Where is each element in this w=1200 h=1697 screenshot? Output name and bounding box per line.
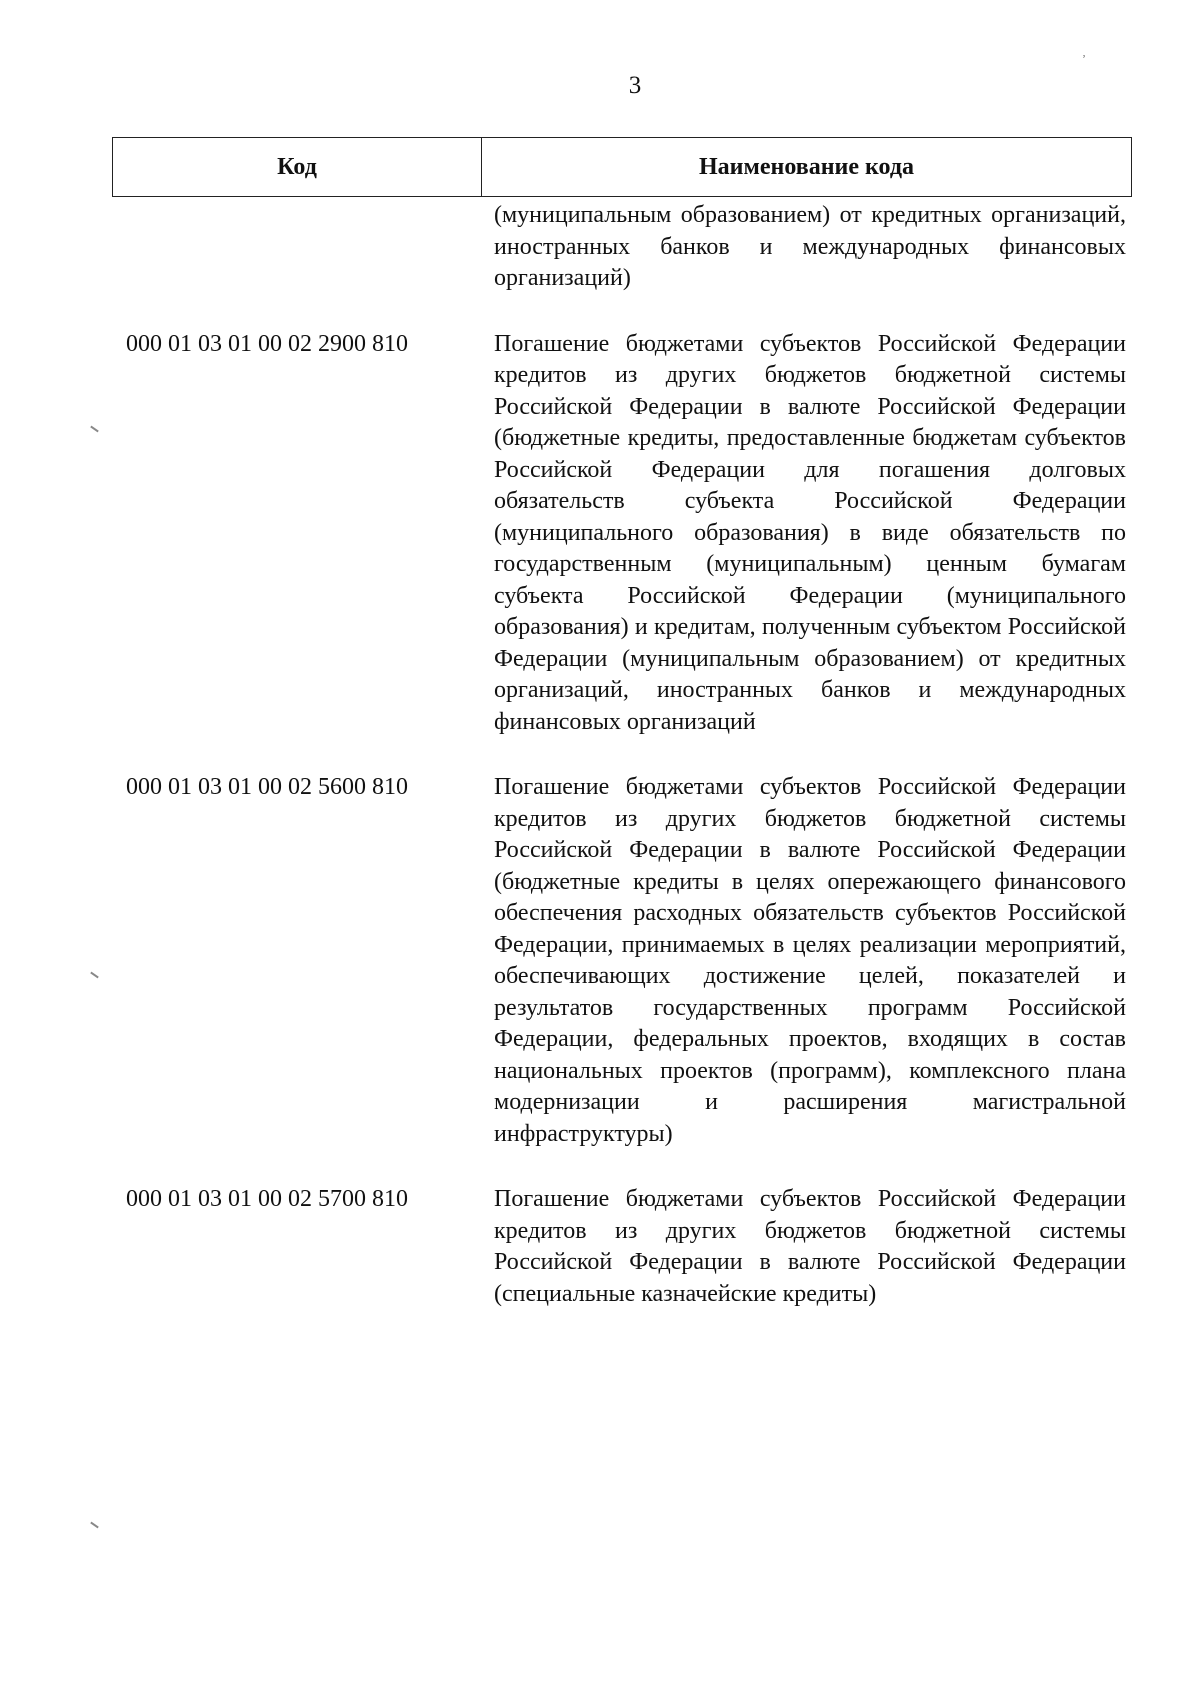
row-description: Погашение бюджетами субъектов Российской Федерации кредитов из других бюджетов бюджетной системы Российской Федерации в валюте Российской Федерации (бюджетные кредиты, предоставленные бюджетам субъектов Российской Федерации для погашения долговых обязательств субъекта Российской Федерации (муниципального образования) в виде обязательств по государственным (муниципальным) ценным бумагам субъекта Российской Федерации (муниципального образования) и кредитам, полученным субъектом Российской Федерации (муниципальным образованием) от кредитных организаций, иностранных банков и международных финансовых организаций [494,330,1126,735]
header-name-cell: Наименование кода [699,153,914,180]
table-row [0,772,1200,1150]
page-number: 3 [628,72,642,99]
row-description: Погашение бюджетами субъектов Российской Федерации кредитов из других бюджетов бюджетной системы Российской Федерации в валюте Российской Федерации (бюджетные кредиты в целях опережающего финансового обеспечения расходных обязательств субъектов Российской Федерации, принимаемых в целях реализации мероприятий, обеспечивающих достижение целей, показателей и результатов государственных программ Российской Федерации, федеральных проектов, входящих в состав национальных проектов (программ), комплексного плана модернизации и расширения магистральной инфраструктуры) [494,774,1126,1147]
row-code: 000 01 03 01 00 02 5600 810 [126,774,408,800]
table-body [0,200,1200,1344]
table-row-continuation [0,200,1200,295]
scan-mark: ʼ [1082,52,1086,66]
row-code [0,200,370,295]
row-code: 000 01 03 01 00 02 5700 810 [126,1186,408,1212]
row-description: (муниципальным образованием) от кредитных организаций, иностранных банков и международных финансовых организаций) [494,202,1126,291]
header-code-cell: Код [113,138,482,196]
row-description: Погашение бюджетами субъектов Российской Федерации кредитов из других бюджетов бюджетной системы Российской Федерации в валюте Российской Федерации (специальные казначейские кредиты) [494,1186,1126,1307]
table-row [0,1184,1200,1310]
table-header [112,137,1132,197]
table-row [0,329,1200,739]
row-code: 000 01 03 01 00 02 2900 810 [126,330,408,357]
scan-speck [90,1522,99,1529]
